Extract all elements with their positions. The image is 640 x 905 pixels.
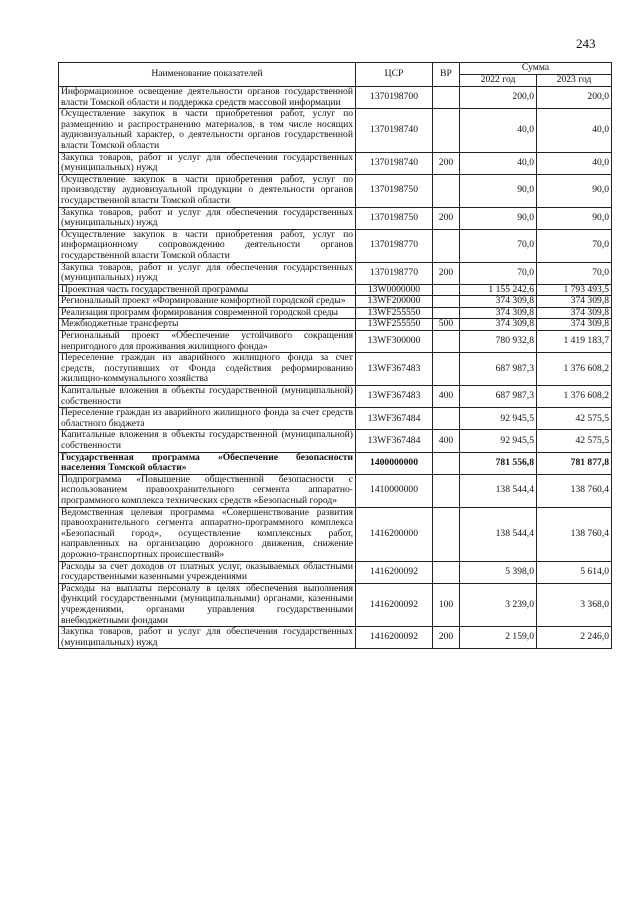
row-name: Капитальные вложения в объекты государственной (муниципальной) собственности xyxy=(59,386,356,408)
row-vr xyxy=(433,296,460,308)
row-vr: 100 xyxy=(433,583,460,626)
row-sum-2023: 90,0 xyxy=(537,207,612,229)
row-sum-2022: 200,0 xyxy=(460,87,537,109)
table-row xyxy=(59,229,612,262)
row-name: Расходы за счет доходов от платных услуг, оказываемых областными государственными казенными учреждениями xyxy=(59,561,356,583)
row-vr: 200 xyxy=(433,262,460,284)
row-csr: 1370198740 xyxy=(356,152,433,174)
row-sum-2022: 3 239,0 xyxy=(460,583,537,626)
row-sum-2023: 374 309,8 xyxy=(537,319,612,331)
row-csr: 1370198750 xyxy=(356,207,433,229)
row-sum-2022: 1 155 242,6 xyxy=(460,284,537,296)
row-vr xyxy=(433,307,460,319)
row-sum-2023: 40,0 xyxy=(537,109,612,152)
row-vr: 200 xyxy=(433,627,460,649)
row-vr xyxy=(433,507,460,561)
row-name: Закупка товаров, работ и услуг для обеспечения государственных (муниципальных) нужд xyxy=(59,152,356,174)
row-csr: 1370198700 xyxy=(356,87,433,109)
row-name: Информационное освещение деятельности органов государственной власти Томской области и поддержка средств массовой информации xyxy=(59,87,356,109)
row-vr xyxy=(433,474,460,507)
row-sum-2022: 70,0 xyxy=(460,262,537,284)
table-row xyxy=(59,561,612,583)
table-row xyxy=(59,627,612,649)
table-row xyxy=(59,353,612,386)
row-sum-2022: 781 556,8 xyxy=(460,452,537,474)
row-csr: 13WF255550 xyxy=(356,319,433,331)
row-name: Переселение граждан из аварийного жилищного фонда за счет средств, поступивших от Фонда содействия реформированию жилищно-коммунального хозяйства xyxy=(59,353,356,386)
table-row xyxy=(59,507,612,561)
header-name: Наименование показателей xyxy=(59,63,356,87)
table-row xyxy=(59,319,612,331)
row-vr xyxy=(433,561,460,583)
row-sum-2023: 1 793 493,5 xyxy=(537,284,612,296)
row-vr: 400 xyxy=(433,386,460,408)
row-csr: 13WF367483 xyxy=(356,353,433,386)
row-vr: 400 xyxy=(433,430,460,452)
budget-table xyxy=(58,62,612,649)
table-row xyxy=(59,307,612,319)
row-sum-2023: 374 309,8 xyxy=(537,307,612,319)
row-vr xyxy=(433,109,460,152)
header-csr: ЦСР xyxy=(356,63,433,87)
row-sum-2023: 90,0 xyxy=(537,174,612,207)
row-vr: 200 xyxy=(433,152,460,174)
row-sum-2023: 70,0 xyxy=(537,229,612,262)
row-csr: 1416200000 xyxy=(356,507,433,561)
row-csr: 1370198770 xyxy=(356,262,433,284)
page-number: 243 xyxy=(576,36,596,51)
row-sum-2022: 92 945,5 xyxy=(460,430,537,452)
table-row xyxy=(59,174,612,207)
table-row xyxy=(59,207,612,229)
header-year-2023: 2023 год xyxy=(537,75,612,87)
row-csr: 13WF367484 xyxy=(356,430,433,452)
row-name: Государственная программа «Обеспечение безопасности населения Томской области» xyxy=(59,452,356,474)
table-body xyxy=(59,87,612,649)
row-sum-2022: 374 309,8 xyxy=(460,319,537,331)
row-sum-2022: 40,0 xyxy=(460,152,537,174)
row-vr xyxy=(433,229,460,262)
row-sum-2022: 5 398,0 xyxy=(460,561,537,583)
row-sum-2023: 781 877,8 xyxy=(537,452,612,474)
row-sum-2022: 40,0 xyxy=(460,109,537,152)
row-csr: 1416200092 xyxy=(356,627,433,649)
row-name: Закупка товаров, работ и услуг для обеспечения государственных (муниципальных) нужд xyxy=(59,262,356,284)
row-csr: 1416200092 xyxy=(356,583,433,626)
table-row xyxy=(59,152,612,174)
row-sum-2022: 90,0 xyxy=(460,207,537,229)
row-csr: 13WF255550 xyxy=(356,307,433,319)
row-vr xyxy=(433,353,460,386)
row-sum-2022: 138 544,4 xyxy=(460,474,537,507)
row-name: Закупка товаров, работ и услуг для обеспечения государственных (муниципальных) нужд xyxy=(59,627,356,649)
row-csr: 1370198740 xyxy=(356,109,433,152)
table-row xyxy=(59,452,612,474)
row-vr: 500 xyxy=(433,319,460,331)
header-year-2022: 2022 год xyxy=(460,75,537,87)
row-sum-2023: 2 246,0 xyxy=(537,627,612,649)
header-vr: ВР xyxy=(433,63,460,87)
row-name: Переселение граждан из аварийного жилищного фонда за счет средств областного бюджета xyxy=(59,408,356,430)
row-csr: 1410000000 xyxy=(356,474,433,507)
row-csr: 1400000000 xyxy=(356,452,433,474)
row-sum-2022: 2 159,0 xyxy=(460,627,537,649)
row-sum-2023: 1 376 608,2 xyxy=(537,386,612,408)
row-vr: 200 xyxy=(433,207,460,229)
row-sum-2022: 70,0 xyxy=(460,229,537,262)
row-csr: 1370198770 xyxy=(356,229,433,262)
row-sum-2023: 42 575,5 xyxy=(537,408,612,430)
row-sum-2022: 687 987,3 xyxy=(460,386,537,408)
row-vr xyxy=(433,284,460,296)
row-sum-2023: 70,0 xyxy=(537,262,612,284)
row-csr: 13WF200000 xyxy=(356,296,433,308)
table-row xyxy=(59,87,612,109)
row-csr: 13WF300000 xyxy=(356,331,433,353)
header-sum: Сумма xyxy=(460,63,612,75)
row-name: Закупка товаров, работ и услуг для обеспечения государственных (муниципальных) нужд xyxy=(59,207,356,229)
table-row xyxy=(59,296,612,308)
row-sum-2023: 1 376 608,2 xyxy=(537,353,612,386)
row-name: Региональный проект «Формирование комфортной городской среды» xyxy=(59,296,356,308)
table-row xyxy=(59,109,612,152)
row-sum-2023: 1 419 183,7 xyxy=(537,331,612,353)
row-csr: 13WF367483 xyxy=(356,386,433,408)
row-name: Ведомственная целевая программа «Совершенствование развития правоохранительного сегмента аппаратно-программного комплекса «Безопасный город», осуществление комплексных работ, направленных на организацию дорожного движения, снижение дорожно-транспортных происшествий» xyxy=(59,507,356,561)
row-name: Осуществление закупок в части приобретения работ, услуг по размещению и распространению материалов, в том числе носящих аудиовизуальный характер, о деятельности органов государственной власти Томской области xyxy=(59,109,356,152)
row-csr: 1416200092 xyxy=(356,561,433,583)
row-sum-2022: 780 932,8 xyxy=(460,331,537,353)
row-name: Подпрограмма «Повышение общественной безопасности с использованием правоохранительного сегмента аппаратно-программного комплекса технических средств «Безопасный город» xyxy=(59,474,356,507)
row-sum-2022: 138 544,4 xyxy=(460,507,537,561)
row-sum-2023: 5 614,0 xyxy=(537,561,612,583)
table-row xyxy=(59,408,612,430)
table-row xyxy=(59,331,612,353)
row-sum-2023: 42 575,5 xyxy=(537,430,612,452)
row-name: Региональный проект «Обеспечение устойчивого сокращения непригодного для проживания жилищного фонда» xyxy=(59,331,356,353)
row-sum-2022: 92 945,5 xyxy=(460,408,537,430)
row-sum-2023: 40,0 xyxy=(537,152,612,174)
row-sum-2022: 687 987,3 xyxy=(460,353,537,386)
row-sum-2022: 374 309,8 xyxy=(460,296,537,308)
table-row xyxy=(59,583,612,626)
row-name: Проектная часть государственной программы xyxy=(59,284,356,296)
table-row xyxy=(59,284,612,296)
row-sum-2023: 200,0 xyxy=(537,87,612,109)
row-name: Капитальные вложения в объекты государственной (муниципальной) собственности xyxy=(59,430,356,452)
row-sum-2023: 374 309,8 xyxy=(537,296,612,308)
row-csr: 13W0000000 xyxy=(356,284,433,296)
row-name: Межбюджетные трансферты xyxy=(59,319,356,331)
table-row xyxy=(59,474,612,507)
row-vr xyxy=(433,408,460,430)
row-vr xyxy=(433,87,460,109)
row-name: Расходы на выплаты персоналу в целях обеспечения выполнения функций государственными (муниципальными) органами, казенными учреждениями, органами управления государственными внебюджетными фондами xyxy=(59,583,356,626)
row-sum-2023: 3 368,0 xyxy=(537,583,612,626)
row-name: Реализация программ формирования современной городской среды xyxy=(59,307,356,319)
row-vr xyxy=(433,452,460,474)
row-sum-2023: 138 760,4 xyxy=(537,474,612,507)
row-sum-2023: 138 760,4 xyxy=(537,507,612,561)
row-csr: 1370198750 xyxy=(356,174,433,207)
table-row xyxy=(59,386,612,408)
table-row xyxy=(59,430,612,452)
row-sum-2022: 90,0 xyxy=(460,174,537,207)
row-csr: 13WF367484 xyxy=(356,408,433,430)
row-name: Осуществление закупок в части приобретения работ, услуг по производству аудиовизуальной продукции о деятельности органов государственной власти Томской области xyxy=(59,174,356,207)
row-sum-2022: 374 309,8 xyxy=(460,307,537,319)
table-row xyxy=(59,262,612,284)
row-vr xyxy=(433,174,460,207)
row-name: Осуществление закупок в части приобретения работ, услуг по информационному сопровождению деятельности органов государственной власти Томской области xyxy=(59,229,356,262)
row-vr xyxy=(433,331,460,353)
